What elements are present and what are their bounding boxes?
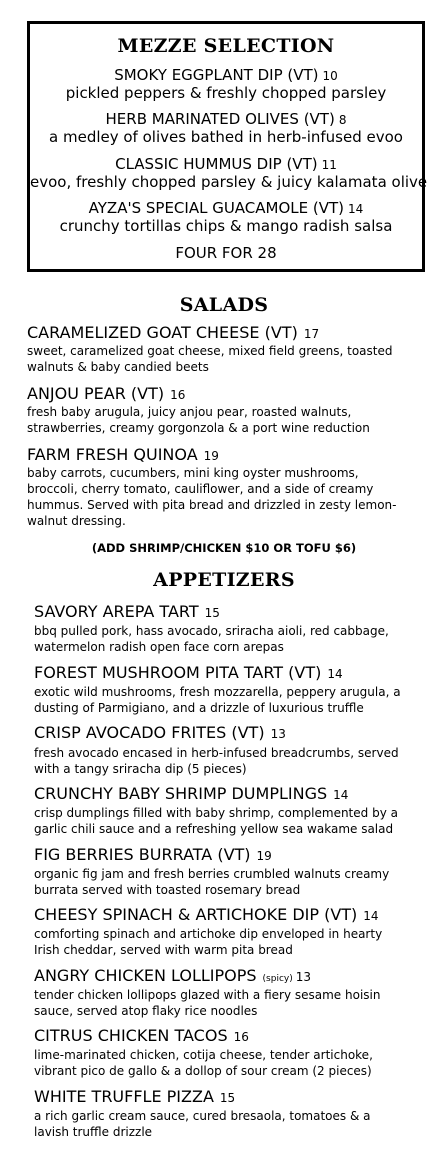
salads-addon-note: (ADD SHRIMP/CHICKEN $10 OR TOFU $6) xyxy=(91,541,357,555)
appetizer-item-desc: dusting of Parmigiano, and a drizzle of luxurious truffle xyxy=(34,701,364,715)
appetizer-item-desc: watermelon radish open face corn arepas xyxy=(34,640,284,654)
appetizer-item-desc: burrata served with toasted rosemary bread xyxy=(34,883,301,897)
salad-item-name: ANJOU PEAR (VT) 16 xyxy=(27,384,186,403)
mezze-item-desc: evoo, freshly chopped parsley & juicy kalamata olive xyxy=(30,173,428,191)
salad-item-desc: hummus. Served with pita bread and drizzled in zesty lemon- xyxy=(27,498,397,512)
appetizer-item-desc: bbq pulled pork, hass avocado, sriracha aioli, red cabbage, xyxy=(34,624,389,638)
appetizer-item-desc: lime-marinated chicken, cotija cheese, tender artichoke, xyxy=(34,1048,373,1062)
salad-item-desc: broccoli, cherry tomato, cauliflower, and a side of creamy xyxy=(27,482,374,496)
appetizer-item-name: WHITE TRUFFLE PIZZA 15 xyxy=(34,1087,236,1106)
salads-title: SALADS xyxy=(179,294,269,316)
appetizer-item-desc: lavish truffle drizzle xyxy=(34,1125,153,1139)
appetizer-item-name: CITRUS CHICKEN TACOS 16 xyxy=(34,1026,249,1045)
appetizer-item-desc: Irish cheddar, served with warm pita bread xyxy=(34,943,293,957)
mezze-item-name: SMOKY EGGPLANT DIP (VT) 10 xyxy=(114,66,338,84)
appetizer-item-desc: tender chicken lollipops glazed with a fiery sesame hoisin xyxy=(34,988,381,1002)
salad-item-name: FARM FRESH QUINOA 19 xyxy=(27,445,219,464)
salad-item-desc: strawberries, creamy gorgonzola & a port wine reduction xyxy=(27,421,370,435)
salad-item-desc: fresh baby arugula, juicy anjou pear, roasted walnuts, xyxy=(27,405,352,419)
appetizer-item-desc: a rich garlic cream sauce, cured bresaola, tomatoes & a xyxy=(34,1109,371,1123)
spicy-note: (spicy) xyxy=(262,974,293,984)
appetizer-item-name: FIG BERRIES BURRATA (VT) 19 xyxy=(34,845,272,864)
mezze-item-desc: a medley of olives bathed in herb-infused evoo xyxy=(49,128,403,146)
mezze-title: MEZZE SELECTION xyxy=(117,35,335,57)
appetizer-item-name: ANGRY CHICKEN LOLLIPOPS (spicy) 13 xyxy=(34,966,312,985)
salad-item-desc: walnut dressing. xyxy=(27,514,126,528)
salad-item-desc: sweet, caramelized goat cheese, mixed field greens, toasted xyxy=(27,344,393,358)
appetizer-item-name: CRUNCHY BABY SHRIMP DUMPLINGS 14 xyxy=(34,784,349,803)
appetizer-item-name: FOREST MUSHROOM PITA TART (VT) 14 xyxy=(34,663,343,682)
mezze-item-name: HERB MARINATED OLIVES (VT) 8 xyxy=(105,110,347,128)
appetizer-item-desc: organic fig jam and fresh berries crumbled walnuts creamy xyxy=(34,867,390,881)
appetizer-item-desc: exotic wild mushrooms, fresh mozzarella, peppery arugula, a xyxy=(34,685,401,699)
mezze-item-desc: crunchy tortillas chips & mango radish salsa xyxy=(59,217,393,235)
appetizer-item-desc: sauce, served atop flaky rice noodles xyxy=(34,1004,258,1018)
mezze-offer: FOUR FOR 28 xyxy=(175,244,277,262)
appetizer-item-desc: with a tangy sriracha dip (5 pieces) xyxy=(34,762,247,776)
mezze-item-name: CLASSIC HUMMUS DIP (VT) 11 xyxy=(115,155,337,173)
appetizer-item-desc: garlic chili sauce and a refreshing yellow sea wakame salad xyxy=(34,822,394,836)
salad-item-desc: walnuts & baby candied beets xyxy=(27,360,209,374)
salad-item-name: CARAMELIZED GOAT CHEESE (VT) 17 xyxy=(27,323,320,342)
appetizer-item-name: CHEESY SPINACH & ARTICHOKE DIP (VT) 14 xyxy=(34,905,379,924)
mezze-item-desc: pickled peppers & freshly chopped parsley xyxy=(65,84,387,102)
appetizer-item-desc: vibrant pico de gallo & a dollop of sour cream (2 pieces) xyxy=(34,1064,372,1078)
appetizer-item-desc: comforting spinach and artichoke dip enveloped in hearty xyxy=(34,927,383,941)
appetizer-item-desc: crisp dumplings filled with baby shrimp, complemented by a xyxy=(34,806,398,820)
appetizers-title: APPETIZERS xyxy=(153,569,295,591)
mezze-item-name: AYZA'S SPECIAL GUACAMOLE (VT) 14 xyxy=(88,199,364,217)
appetizer-item-desc: fresh avocado encased in herb-infused breadcrumbs, served xyxy=(34,746,399,760)
salad-item-desc: baby carrots, cucumbers, mini king oyster mushrooms, xyxy=(27,466,359,480)
mezze-selection-box xyxy=(27,21,428,272)
appetizer-item-name: SAVORY AREPA TART 15 xyxy=(34,602,220,621)
appetizer-item-name: CRISP AVOCADO FRITES (VT) 13 xyxy=(34,723,286,742)
